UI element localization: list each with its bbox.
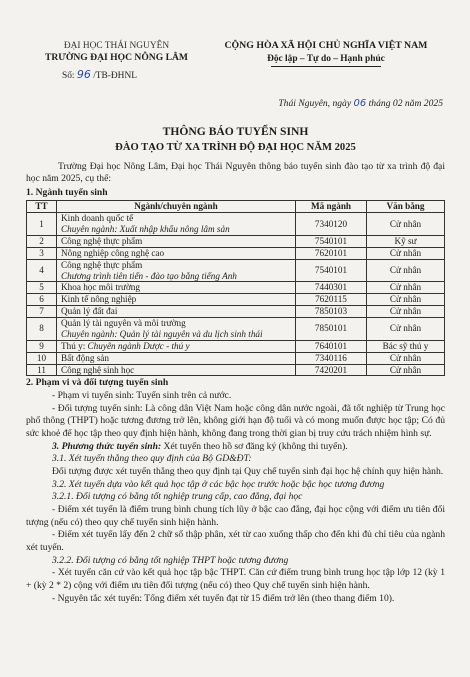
row-number: 6 xyxy=(27,294,57,306)
major-cell xyxy=(57,259,296,282)
section-3-label: 3. Phương thức tuyển sinh: xyxy=(52,440,162,452)
degree-type: Kỹ sư xyxy=(367,236,445,248)
table-row xyxy=(27,318,445,341)
target-paragraph: - Đối tượng tuyển sinh: Là công dân Việt Nam hoặc công dân nước ngoài, đã tốt nghiệp từ Trung học phổ thông (THPT) hoặc tương đương trở lên, không giới hạn độ tuổi và có mong muốn được học tập; Có đủ sức khoẻ để học tập theo quy định hiện hành, không đang trong thời gian bị truy cứu trách nhiệm hình sự. xyxy=(26,402,445,439)
table-row xyxy=(27,364,445,376)
major-code: 7540101 xyxy=(296,259,367,282)
degree-type: Cử nhân xyxy=(367,247,445,259)
row-number: 8 xyxy=(27,318,57,341)
major-specialization: Chuyên ngành: Xuất nhập khẩu nông lâm sản xyxy=(61,224,230,235)
table-row xyxy=(27,340,445,352)
date-day: 06 xyxy=(353,97,367,109)
intro-paragraph: Trường Đại học Nông Lâm, Đại học Thái Nguyên thông báo tuyển sinh đào tạo từ xa trình độ đại học năm 2025, cụ thể: xyxy=(26,160,445,185)
subsection-3-2-2-para-1: - Xét tuyển căn cứ vào kết quả học tập bậc THPT. Căn cứ điểm trung bình trung học tập lớp 12 (kỳ 1 + (kỳ 2 * 2) cộng với điểm ưu tiên đối tượng (nếu có) theo Quy chế tuyển sinh hiện hành. xyxy=(26,567,445,591)
degree-type: Cử nhân xyxy=(367,318,445,341)
degree-type: Cử nhân xyxy=(367,294,445,306)
major-code: 7420201 xyxy=(296,364,367,376)
document-title: THÔNG BÁO TUYỂN SINH xyxy=(162,125,309,139)
degree-type: Cử nhân xyxy=(367,352,445,364)
row-number: 3 xyxy=(27,247,57,259)
degree-type: Cử nhân xyxy=(367,364,445,376)
major-code: 7440301 xyxy=(296,282,367,294)
subsection-3-2-1-para-2: - Điểm xét tuyển lấy đến 2 chữ số thập phân, xét từ cao xuống thấp cho đến khi đủ chỉ tiêu của ngành xét tuyển. xyxy=(26,529,445,553)
major-cell xyxy=(57,340,296,352)
major-code: 7850101 xyxy=(296,318,367,341)
parent-organization: ĐẠI HỌC THÁI NGUYÊN xyxy=(63,41,170,51)
major-specialization: Chương trình tiên tiến - đào tạo bằng tiếng Anh xyxy=(61,270,237,281)
subsection-3-2-heading: 3.2. Xét tuyển dựa vào kết quả học tập ở các bậc học trước hoặc bậc học tương đương xyxy=(52,478,385,490)
national-motto-block xyxy=(207,40,445,83)
major-code: 7340116 xyxy=(296,352,367,364)
major-name: Công nghệ sinh học xyxy=(57,364,296,376)
table-row xyxy=(27,306,445,318)
section-heading-2: 2. Phạm vi và đối tượng tuyển sinh xyxy=(26,377,169,389)
degree-type: Cử nhân xyxy=(367,259,445,282)
major-name: Công nghệ thực phẩm xyxy=(61,259,143,270)
major-name: Thú y: xyxy=(61,340,86,351)
subsection-3-1-text: Đối tượng được xét tuyển thẳng theo quy định tại Quy chế tuyển sinh đại học hệ chính quy hiện hành. xyxy=(52,465,444,477)
table-row xyxy=(27,236,445,248)
major-cell xyxy=(57,318,296,341)
document-header xyxy=(26,40,445,83)
major-name: Quản lý đất đai xyxy=(57,306,296,318)
document-number: Số: 96 /TB-ĐHNL xyxy=(62,68,137,82)
row-number: 10 xyxy=(27,352,57,364)
major-name: Khoa học môi trường xyxy=(57,282,296,294)
degree-type: Cử nhân xyxy=(367,306,445,318)
table-row xyxy=(27,352,445,364)
major-code: 7620115 xyxy=(296,294,367,306)
scope-paragraph: - Phạm vi tuyển sinh: Tuyển sinh trên cả nước. xyxy=(52,390,232,402)
major-code: 7540101 xyxy=(296,236,367,248)
issuing-organization: TRƯỜNG ĐẠI HỌC NÔNG LÂM xyxy=(44,52,188,64)
row-number: 11 xyxy=(27,364,57,376)
motto-underline xyxy=(271,66,381,67)
major-name: Nông nghiệp công nghệ cao xyxy=(57,247,296,259)
subsection-3-2-1-heading: 3.2.1. Đối tượng có bằng tốt nghiệp trung cấp, cao đẳng, đại học xyxy=(52,491,303,503)
degree-type: Cử nhân xyxy=(367,282,445,294)
degree-type: Bác sỹ thú y xyxy=(367,340,445,352)
table-header-row xyxy=(27,201,445,213)
column-header: Văn bằng xyxy=(367,201,445,213)
table-row xyxy=(27,247,445,259)
major-name: Kinh doanh quốc tế xyxy=(61,213,134,224)
major-name: Kinh tế nông nghiệp xyxy=(57,294,296,306)
section-heading-3 xyxy=(26,441,445,454)
column-header: Mã ngành xyxy=(296,201,367,213)
row-number: 9 xyxy=(27,340,57,352)
major-code: 7850103 xyxy=(296,306,367,318)
nation-name: CỘNG HÒA XÃ HỘI CHỦ NGHĨA VIỆT NAM xyxy=(224,40,428,51)
subsection-3-2-2-heading: 3.2.2. Đối tượng có bằng tốt nghiệp THPT hoặc tương đương xyxy=(52,554,289,566)
subsection-3-2-2-para-2: - Nguyên tắc xét tuyển: Tổng điểm xét tuyển đạt từ 15 điểm trở lên (theo thang điểm 10). xyxy=(52,592,395,604)
column-header: TT xyxy=(27,201,57,213)
row-number: 1 xyxy=(27,213,57,236)
major-code: 7640101 xyxy=(296,340,367,352)
motto: Độc lập – Tự do – Hạnh phúc xyxy=(267,53,385,64)
subsection-3-1-heading: 3.1. Xét tuyển thẳng theo quy định của Bộ GD&ĐT: xyxy=(52,453,252,465)
major-code: 7620101 xyxy=(296,247,367,259)
table-row xyxy=(27,259,445,282)
table-row xyxy=(27,294,445,306)
document-number-value: 96 xyxy=(76,68,91,82)
date-line: Thái Nguyên, ngày 06 tháng 02 năm 2025 xyxy=(278,97,443,109)
major-specialization: Chuyên ngành Dược - thú y xyxy=(87,340,190,351)
major-name: Công nghệ thực phẩm xyxy=(57,236,296,248)
major-name: Quản lý tài nguyên và môi trường xyxy=(61,318,186,329)
row-number: 5 xyxy=(27,282,57,294)
section-heading-1: 1. Ngành tuyển sinh xyxy=(26,186,108,198)
table-row xyxy=(27,282,445,294)
row-number: 2 xyxy=(27,236,57,248)
major-name: Bất động sản xyxy=(57,352,296,364)
table-row xyxy=(27,213,445,236)
column-header: Ngành/chuyên ngành xyxy=(57,201,296,213)
row-number: 4 xyxy=(27,259,57,282)
issuer-block xyxy=(26,40,207,83)
majors-table xyxy=(26,200,445,376)
section-3-text: Xét tuyển theo hồ sơ đăng ký (không thi tuyển). xyxy=(161,440,348,452)
major-code: 7340120 xyxy=(296,213,367,236)
major-specialization: Chuyên ngành: Quản lý tài nguyên và du lịch sinh thái xyxy=(61,328,263,339)
major-cell xyxy=(57,213,296,236)
document-subtitle: ĐÀO TẠO TỪ XA TRÌNH ĐỘ ĐẠI HỌC NĂM 2025 xyxy=(115,141,356,153)
subsection-3-2-1-para-1: - Điểm xét tuyển là điểm trung bình chung tích lũy ở bậc cao đẳng, đại học cộng với điểm ưu tiên đối tượng (nếu có) theo quy chế tuyển sinh hiện hành. xyxy=(26,503,445,528)
row-number: 7 xyxy=(27,306,57,318)
degree-type: Cử nhân xyxy=(367,213,445,236)
